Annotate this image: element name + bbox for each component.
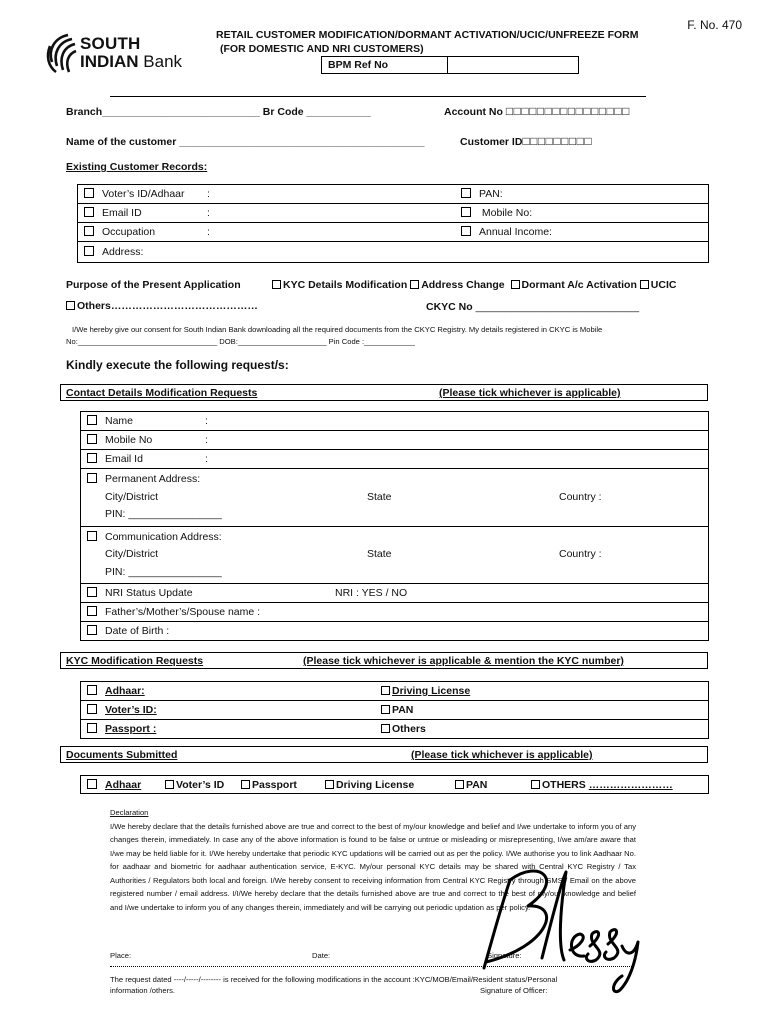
purpose-option-address[interactable]: Address Change <box>410 279 504 291</box>
existing-records-table <box>77 184 709 263</box>
ckyc-label: CKYC No <box>426 301 473 313</box>
contact-section-header <box>60 384 708 401</box>
account-no-field[interactable] <box>444 104 630 118</box>
kyc-adhaar-cell[interactable]: Adhaar: <box>81 682 376 701</box>
table-row <box>81 526 709 584</box>
br-code-line[interactable]: ___________ <box>306 106 371 118</box>
checkbox[interactable] <box>381 724 390 733</box>
checkbox[interactable] <box>87 685 97 695</box>
kyc-section-header <box>60 652 708 669</box>
pan-cell[interactable]: PAN: <box>455 185 709 204</box>
place-label[interactable]: Place: <box>110 951 132 960</box>
bpm-ref-box <box>321 56 579 74</box>
permanent-address-cell[interactable]: Permanent Address: City/District State Country : PIN: ________________ <box>81 469 709 527</box>
bpm-ref-label: BPM Ref No <box>322 57 448 73</box>
bpm-ref-input[interactable] <box>449 57 577 73</box>
footer-text: The request dated ----/-----/-------- is received for the following modifications in the account :KYC/MOB/Email/Resident status/Personal information /others. Signature of Officer: <box>110 975 558 995</box>
documents-submitted-row <box>80 775 709 794</box>
consent-text: I/We hereby give our consent for South Indian Bank downloading all the required documents from the CKYC Registry. My details registered in CKYC is Mobile No:_________________________________ DOB:_____________________ Pin Code :____________ <box>66 325 603 346</box>
doc-adhaar[interactable]: Adhaar <box>87 779 141 791</box>
kyc-section-title: KYC Modification Requests <box>66 655 204 667</box>
table-row <box>78 242 709 263</box>
checkbox[interactable] <box>87 473 97 483</box>
docs-section-header <box>60 746 708 763</box>
purpose-option-ucic[interactable]: UCIC <box>640 279 677 291</box>
table-row <box>81 469 709 527</box>
occupation-cell[interactable]: Occupation : <box>78 223 456 242</box>
name-cell[interactable]: Name : <box>81 412 709 431</box>
doc-pan[interactable]: PAN <box>455 779 487 791</box>
checkbox[interactable] <box>381 686 390 695</box>
checkbox[interactable] <box>87 625 97 635</box>
logo-line1: SOUTH <box>80 34 141 53</box>
purpose-option-dormant[interactable]: Dormant A/c Activation <box>508 279 637 291</box>
voter-id-cell[interactable]: Voter’s ID/Adhaar : <box>78 185 456 204</box>
purpose-others[interactable]: Others…………………………………… <box>66 300 258 312</box>
mobile-no-cell[interactable]: Mobile No : <box>81 431 709 450</box>
table-row <box>81 431 709 450</box>
divider-line <box>110 96 646 97</box>
kyc-section-note: (Please tick whichever is applicable & mention the KYC number) <box>303 655 624 667</box>
form-title <box>216 28 639 56</box>
ckyc-field[interactable] <box>426 301 639 313</box>
table-row <box>81 603 709 622</box>
signature-label[interactable]: Signature: <box>487 951 522 960</box>
doc-passport[interactable]: Passport <box>241 779 297 791</box>
email-cell[interactable]: Email ID : <box>78 204 456 223</box>
branch-line[interactable]: ___________________________ <box>102 106 260 118</box>
table-row <box>81 701 709 720</box>
table-row <box>78 185 709 204</box>
customer-id-boxes[interactable]: □□□□□□□□□ <box>522 134 593 148</box>
nri-status-cell[interactable]: NRI Status Update NRI : YES / NO <box>81 584 709 603</box>
checkbox[interactable] <box>87 587 97 597</box>
ckyc-line[interactable]: ____________________________ <box>475 301 640 313</box>
account-no-label: Account No <box>444 106 503 118</box>
kyc-driving-license-cell[interactable]: Driving License <box>375 682 709 701</box>
communication-address-cell[interactable]: Communication Address: City/District State Country : PIN: ________________ <box>81 526 709 584</box>
checkbox[interactable] <box>84 246 94 256</box>
checkbox[interactable] <box>87 415 97 425</box>
checkbox[interactable] <box>461 226 471 236</box>
execute-heading: Kindly execute the following request/s: <box>66 358 289 372</box>
form-title-line1: RETAIL CUSTOMER MODIFICATION/DORMANT ACTIVATION/UCIC/UNFREEZE FORM <box>216 29 639 41</box>
handwritten-signature <box>470 850 650 1000</box>
form-number: F. No. 470 <box>687 18 742 32</box>
existing-records-heading: Existing Customer Records: <box>66 161 208 173</box>
kyc-others-cell[interactable]: Others <box>375 720 709 739</box>
checkbox[interactable] <box>84 207 94 217</box>
kyc-pan-cell[interactable]: PAN <box>375 701 709 720</box>
email-id-cell[interactable]: Email Id : <box>81 450 709 469</box>
logo-line2: INDIAN Bank <box>80 52 183 71</box>
contact-section-title: Contact Details Modification Requests <box>66 387 258 399</box>
table-row <box>81 720 709 739</box>
docs-section-title: Documents Submitted <box>66 749 178 761</box>
checkbox[interactable] <box>84 188 94 198</box>
dob-cell[interactable]: Date of Birth : <box>81 622 709 641</box>
customer-name-label: Name of the customer <box>66 136 177 148</box>
table-row <box>81 682 709 701</box>
checkbox[interactable] <box>66 301 75 310</box>
checkbox[interactable] <box>461 188 471 198</box>
doc-voter-id[interactable]: Voter’s ID <box>165 779 224 791</box>
account-no-boxes[interactable]: □□□□□□□□□□□□□□□□ <box>505 104 630 118</box>
table-row <box>81 450 709 469</box>
checkbox[interactable] <box>87 453 97 463</box>
checkbox[interactable] <box>87 704 97 714</box>
checkbox[interactable] <box>84 226 94 236</box>
customer-id-label: Customer ID <box>460 136 523 148</box>
customer-name-line[interactable]: __________________________________________ <box>179 136 425 148</box>
branch-field[interactable] <box>66 106 371 118</box>
branch-label: Branch <box>66 106 103 118</box>
doc-others[interactable]: OTHERS …………………… <box>531 779 673 791</box>
purpose-option-kyc[interactable]: KYC Details Modification <box>272 279 407 291</box>
purpose-options <box>272 279 676 291</box>
table-row <box>81 412 709 431</box>
purpose-label: Purpose of the Present Application <box>66 279 241 291</box>
docs-section-note: (Please tick whichever is applicable) <box>411 749 593 761</box>
br-code-label: Br Code <box>262 106 304 118</box>
annual-income-cell[interactable]: Annual Income: <box>455 223 709 242</box>
checkbox[interactable] <box>87 531 97 541</box>
checkbox[interactable] <box>461 207 471 217</box>
parent-name-cell[interactable]: Father’s/Mother’s/Spouse name : <box>81 603 709 622</box>
date-label[interactable]: Date: <box>312 951 331 960</box>
table-row <box>81 622 709 641</box>
contact-details-table <box>80 411 709 641</box>
declaration-heading: Declaration <box>110 808 149 817</box>
checkbox[interactable] <box>381 705 390 714</box>
customer-name-field[interactable] <box>66 136 424 148</box>
kyc-table <box>80 681 709 739</box>
officer-signature-label[interactable]: Signature of Officer: <box>480 986 548 995</box>
bank-logo <box>44 30 214 80</box>
kyc-passport-cell[interactable]: Passport : <box>81 720 376 739</box>
table-row <box>78 223 709 242</box>
globe-logo-icon <box>44 32 78 76</box>
checkbox[interactable] <box>87 723 97 733</box>
customer-id-field[interactable] <box>460 134 592 148</box>
declaration-text: I/We hereby declare that the details furnished above are true and correct to the best of my/our knowledge and belief and I/we undertake to inform you of any changes therein, immediately. In case any of the above information is found to be false or untrue or misleading or misrepresenting, I/we am/are aware that I/we may be held liable for it. I/We hereby undertake that periodic KYC updations will be carried out as per the policy. I/We authorise you to link Aadhaar No. for aadhaar and biometric for aadhaar authentication service, E-KYC. My/our personal KYC details may be shared with Central KYC Registry / Tax Authorities / Regulators both local and foreign. I/We hereby consent to receiving information from Central KYC Registry through SMS / Email on the above registered number / email address. I/I/We hereby declare that the details furnished above are true and correct to the best of my/our knowledge and belief and I/we undertake to inform you of any changes therein, immediately and will be carrying out periodic updation as per policy. <box>110 821 636 912</box>
mobile-cell[interactable]: Mobile No: <box>455 204 709 223</box>
table-row <box>78 204 709 223</box>
table-row <box>81 584 709 603</box>
checkbox[interactable] <box>87 434 97 444</box>
doc-driving-license[interactable]: Driving License <box>325 779 414 791</box>
kyc-voter-id-cell[interactable]: Voter’s ID: <box>81 701 376 720</box>
address-cell[interactable]: Address: <box>78 242 709 263</box>
checkbox[interactable] <box>87 606 97 616</box>
form-title-line2: (FOR DOMESTIC AND NRI CUSTOMERS) <box>220 43 424 55</box>
contact-section-note: (Please tick whichever is applicable) <box>439 387 621 399</box>
